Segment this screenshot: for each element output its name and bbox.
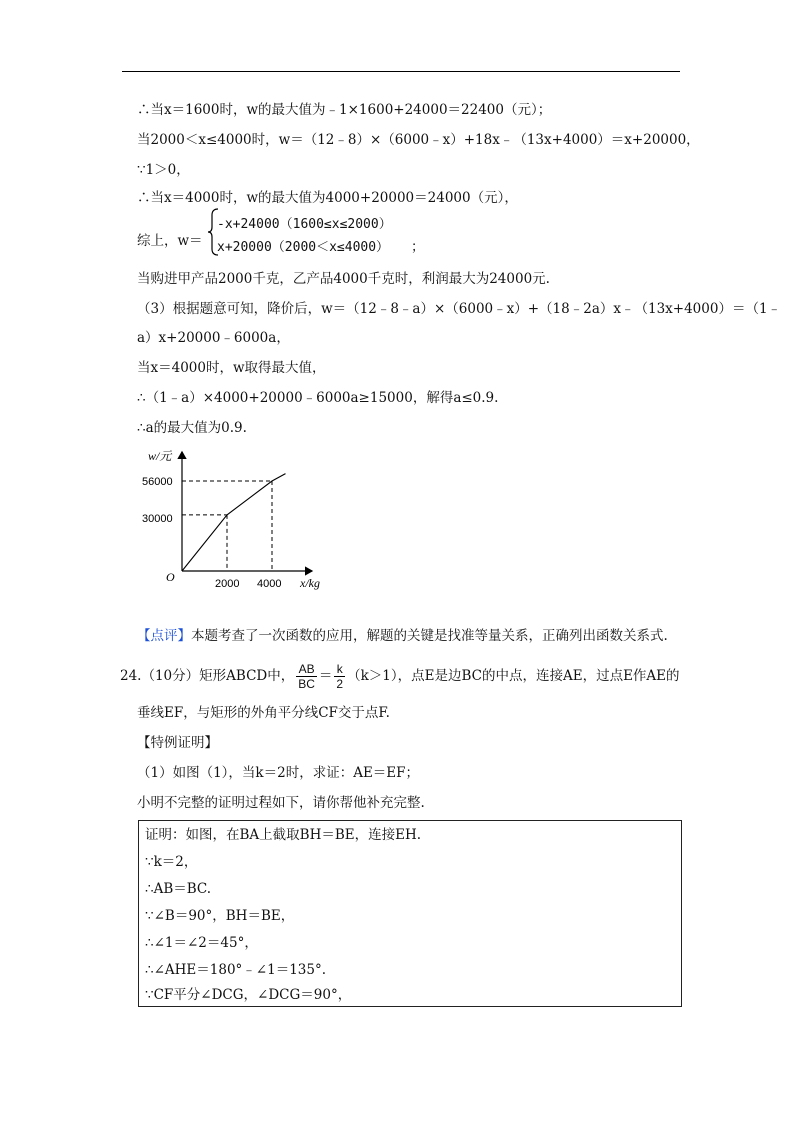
proof-line: ∵∠B＝90°，BH＝BE， (145, 908, 295, 924)
review-line (137, 624, 668, 644)
fraction-k-2 (334, 662, 345, 691)
series-line (182, 474, 286, 571)
text-line: ∴a的最大值为0.9. (137, 420, 247, 436)
q24-eq: ＝ (318, 668, 333, 684)
fraction-ab-bc (296, 662, 317, 691)
proof-line: ∴AB＝BC. (145, 881, 212, 897)
text-line: ∴（1﹣a）×4000+20000﹣6000a≥15000，解得a≤0.9. (137, 390, 499, 406)
header-rule (122, 71, 680, 72)
case-line-1: -x+24000（1600≤x≤2000） (217, 217, 392, 232)
y-tick-label: 30000 (142, 513, 173, 525)
x-axis-label: x/kg (300, 576, 320, 590)
proof-line: ∴∠AHE＝180°﹣∠1＝135°. (145, 962, 327, 978)
proof-line: ∴∠1＝∠2＝45°， (145, 935, 258, 951)
function-graph (140, 446, 340, 602)
proof-line: 证明：如图，在BA上截取BH＝BE，连接EH. (145, 827, 422, 843)
text-line: 当x＝4000时，w取得最大值， (137, 360, 326, 376)
text-line: （1）如图（1），当k＝2时，求证：AE＝EF； (137, 765, 420, 781)
text-line: ∵1＞0， (137, 162, 190, 178)
text-line: 当2000＜x≤4000时，w＝（12﹣8）×（6000﹣x）+18x﹣（13x+4000）＝x+20000， (137, 132, 700, 148)
case-line-2: x+20000（2000＜x≤4000） (217, 240, 390, 255)
q24-prefix: 24.（10分）矩形ABCD中， (120, 668, 295, 684)
fraction-denominator: 2 (336, 677, 344, 691)
text-line: ∴当x＝1600时，w的最大值为﹣1×1600+24000＝22400（元）； (137, 102, 552, 118)
y-axis-label: w/元 (148, 449, 172, 463)
text-line: 小明不完整的证明过程如下，请你帮他补充完整. (137, 795, 425, 811)
origin-label: O (166, 570, 175, 584)
text-line: 垂线EF，与矩形的外角平分线CF交于点F. (137, 705, 390, 721)
proof-box (138, 820, 682, 1007)
review-text: 本题考查了一次函数的应用，解题的关键是找准等量关系，正确列出函数关系式. (191, 628, 668, 644)
text-line: ∴当x＝4000时，w的最大值为4000+20000＝24000（元）， (137, 190, 518, 206)
fraction-numerator: k (334, 662, 345, 677)
text-line: （3）根据题意可知，降价后，w＝（12﹣8﹣a）×（6000﹣x）+（18﹣2a）x﹣（13x+4000）＝（1﹣ (137, 301, 782, 317)
text-line: a）x+20000﹣6000a， (137, 330, 290, 346)
cases-end: ； (411, 239, 425, 255)
fraction-denominator: BC (298, 677, 315, 691)
cases-label: 综上，w＝ (137, 233, 203, 249)
y-tick-label: 56000 (142, 476, 173, 488)
text-line: 当购进甲产品2000千克，乙产品4000千克时，利润最大为24000元. (137, 271, 550, 287)
proof-line: ∵CF平分∠DCG，∠DCG＝90°， (145, 987, 352, 1003)
fraction-numerator: AB (296, 662, 317, 677)
proof-line: ∵k＝2， (145, 854, 198, 870)
question-24 (120, 662, 680, 691)
q24-suffix: （k＞1），点E是边BC的中点，连接AE，过点E作AE的 (347, 668, 680, 684)
x-tick-label: 2000 (215, 578, 240, 590)
text-line: 【特例证明】 (137, 735, 218, 751)
review-tag: 【点评】 (137, 628, 191, 644)
x-tick-label: 4000 (257, 578, 282, 590)
